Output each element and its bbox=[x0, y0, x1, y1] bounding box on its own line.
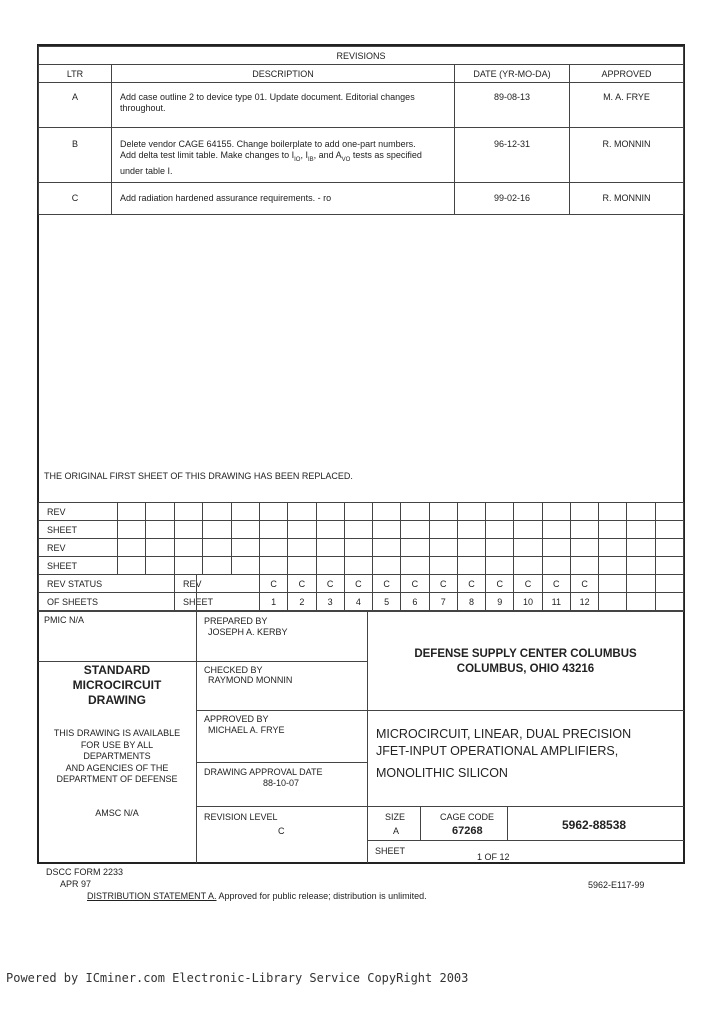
divider bbox=[196, 710, 684, 711]
grid-cell bbox=[627, 539, 655, 557]
divider bbox=[507, 806, 508, 840]
rev-cell: C bbox=[542, 575, 570, 593]
rev-cell: C bbox=[373, 575, 401, 593]
grid-cell bbox=[373, 503, 401, 521]
grid-cell bbox=[117, 557, 146, 575]
rev-cell: C bbox=[316, 575, 344, 593]
row-a-desc-line2: throughout. bbox=[120, 103, 166, 113]
prepared-by-label: PREPARED BY bbox=[204, 616, 268, 626]
sheet-number-cell: 10 bbox=[514, 593, 542, 611]
grid-cell bbox=[117, 521, 146, 539]
grid-cell bbox=[344, 521, 372, 539]
grid-cell bbox=[457, 557, 485, 575]
grid-row-label: SHEET bbox=[39, 557, 118, 575]
row-a-date: 89-08-13 bbox=[455, 83, 570, 128]
size-label: SIZE bbox=[385, 812, 406, 822]
approval-date-label: DRAWING APPROVAL DATE bbox=[204, 767, 323, 777]
grid-cell bbox=[174, 557, 202, 575]
row-b-desc-line3: under table I. bbox=[120, 165, 173, 176]
agency-name: DEFENSE SUPPLY CENTER COLUMBUS bbox=[414, 648, 637, 660]
sub-io: IO bbox=[294, 156, 301, 163]
grid-cell bbox=[599, 539, 627, 557]
grid-cell bbox=[599, 521, 627, 539]
footer-credit: Powered by ICminer.com Electronic-Library Service CopyRight 2003 bbox=[6, 971, 469, 985]
table-row bbox=[39, 183, 684, 215]
grid-cell bbox=[429, 539, 457, 557]
distribution-label: DISTRIBUTION STATEMENT A. bbox=[87, 891, 217, 901]
grid-cell bbox=[117, 539, 146, 557]
divider bbox=[420, 806, 421, 840]
sheet-number-cell: 5 bbox=[373, 593, 401, 611]
grid-cell bbox=[655, 503, 683, 521]
grid-cell bbox=[259, 521, 287, 539]
grid-row bbox=[39, 539, 684, 557]
sheet-number-cell: 2 bbox=[288, 593, 316, 611]
header-date: DATE (YR-MO-DA) bbox=[455, 65, 570, 83]
divider bbox=[196, 762, 367, 763]
grid-cell bbox=[203, 521, 231, 539]
rev-label: REV bbox=[174, 575, 259, 593]
grid-row bbox=[39, 557, 684, 575]
rev-status-label: REV STATUS bbox=[39, 575, 175, 593]
sheet-number-cell: 12 bbox=[570, 593, 598, 611]
grid-cell bbox=[146, 521, 175, 539]
amsc: AMSC N/A bbox=[95, 808, 139, 818]
sheet-number-cell: 9 bbox=[486, 593, 514, 611]
grid-cell bbox=[401, 521, 429, 539]
availability-line5: DEPARTMENT OF DEFENSE bbox=[56, 774, 178, 784]
grid-cell bbox=[203, 503, 231, 521]
standard-line2: MICROCIRCUIT bbox=[72, 678, 162, 692]
sub-ib: IB bbox=[307, 156, 314, 163]
title-line2: JFET-INPUT OPERATIONAL AMPLIFIERS, bbox=[376, 744, 619, 758]
grid-cell bbox=[203, 557, 231, 575]
availability-line4: AND AGENCIES OF THE bbox=[65, 762, 169, 773]
row-b-description bbox=[112, 128, 455, 183]
header-approved: APPROVED bbox=[570, 65, 684, 83]
grid-cell bbox=[316, 521, 344, 539]
grid-cell bbox=[599, 503, 627, 521]
grid-cell bbox=[599, 575, 627, 593]
cage-label: CAGE CODE bbox=[440, 812, 495, 822]
grid-cell bbox=[514, 539, 542, 557]
grid-cell bbox=[486, 521, 514, 539]
grid-cell bbox=[231, 521, 259, 539]
grid-cell bbox=[542, 539, 570, 557]
agency-address: COLUMBUS, OHIO 43216 bbox=[456, 663, 595, 675]
grid-cell bbox=[373, 557, 401, 575]
grid-cell bbox=[288, 539, 316, 557]
availability-line2: FOR USE BY ALL bbox=[80, 739, 154, 750]
row-c-description: Add radiation hardened assurance requirements. - ro bbox=[112, 183, 455, 215]
title-line3: MONOLITHIC SILICON bbox=[376, 766, 508, 780]
grid-cell bbox=[259, 557, 287, 575]
grid-row-label: SHEET bbox=[39, 521, 118, 539]
sheet-of: 1 OF 12 bbox=[477, 852, 510, 862]
rev-cell: C bbox=[288, 575, 316, 593]
document-code: 5962-E117-99 bbox=[588, 880, 645, 890]
drawing-title bbox=[376, 726, 631, 782]
grid-row-label: REV bbox=[39, 539, 118, 557]
revision-level: C bbox=[278, 826, 285, 836]
grid-cell bbox=[259, 539, 287, 557]
row-b-approved: R. MONNIN bbox=[570, 128, 684, 183]
grid-cell bbox=[316, 503, 344, 521]
title-line1: MICROCIRCUIT, LINEAR, DUAL PRECISION bbox=[376, 727, 632, 741]
grid-cell bbox=[655, 521, 683, 539]
grid-cell bbox=[570, 503, 598, 521]
grid-cell bbox=[429, 557, 457, 575]
grid-cell bbox=[288, 521, 316, 539]
divider bbox=[196, 661, 367, 662]
grid-cell bbox=[514, 557, 542, 575]
grid-cell bbox=[655, 593, 683, 611]
standard-microcircuit-drawing bbox=[38, 663, 196, 708]
grid-cell bbox=[259, 503, 287, 521]
grid-cell bbox=[627, 593, 655, 611]
table-row bbox=[39, 128, 684, 183]
row-b-date: 96-12-31 bbox=[455, 128, 570, 183]
grid-cell bbox=[514, 521, 542, 539]
row-b-desc-line2 bbox=[120, 150, 454, 166]
grid-cell bbox=[231, 539, 259, 557]
grid-cell bbox=[570, 539, 598, 557]
grid-cell bbox=[401, 539, 429, 557]
grid-cell bbox=[627, 521, 655, 539]
grid-cell bbox=[316, 557, 344, 575]
revision-status-grid bbox=[38, 502, 684, 611]
grid-cell bbox=[231, 557, 259, 575]
approved-by: MICHAEL A. FRYE bbox=[208, 725, 285, 735]
sub-vo: VO bbox=[341, 156, 351, 163]
grid-cell bbox=[627, 575, 655, 593]
grid-cell bbox=[570, 557, 598, 575]
rev-cell: C bbox=[344, 575, 372, 593]
grid-cell bbox=[117, 503, 146, 521]
rev-cell: C bbox=[486, 575, 514, 593]
grid-cell bbox=[570, 521, 598, 539]
form-number: DSCC FORM 2233 bbox=[46, 867, 124, 877]
row-c-approved: R. MONNIN bbox=[570, 183, 684, 215]
row-a-approved: M. A. FRYE bbox=[570, 83, 684, 128]
grid-row-label: REV bbox=[39, 503, 118, 521]
rev-cell: C bbox=[259, 575, 287, 593]
standard-line3: DRAWING bbox=[88, 693, 146, 707]
grid-cell bbox=[174, 521, 202, 539]
row-b-tail: tests as specified bbox=[350, 150, 422, 160]
grid-cell bbox=[231, 503, 259, 521]
grid-cell bbox=[373, 539, 401, 557]
divider bbox=[196, 806, 367, 807]
table-row bbox=[39, 83, 684, 128]
checked-by: RAYMOND MONNIN bbox=[208, 675, 293, 685]
grid-cell bbox=[627, 557, 655, 575]
divider bbox=[38, 611, 684, 612]
grid-cell bbox=[599, 593, 627, 611]
divider bbox=[196, 575, 197, 863]
grid-row bbox=[39, 503, 684, 521]
grid-cell bbox=[457, 503, 485, 521]
row-b-desc-line2-text: Add delta test limit table. Make changes to I bbox=[120, 150, 295, 160]
grid-cell bbox=[174, 503, 202, 521]
distribution-text: Approved for public release; distribution is unlimited. bbox=[216, 891, 427, 901]
grid-cell bbox=[655, 575, 683, 593]
rev-cell: C bbox=[429, 575, 457, 593]
size-value: A bbox=[393, 826, 400, 836]
sheet-number-cell: 6 bbox=[401, 593, 429, 611]
grid-cell bbox=[288, 557, 316, 575]
grid-cell bbox=[174, 539, 202, 557]
rev-cell: C bbox=[570, 575, 598, 593]
row-b-and: , and A bbox=[313, 150, 342, 160]
grid-cell bbox=[542, 557, 570, 575]
grid-cell bbox=[514, 503, 542, 521]
grid-cell bbox=[401, 557, 429, 575]
revisions-table bbox=[38, 46, 684, 215]
grid-cell bbox=[599, 557, 627, 575]
grid-cell bbox=[486, 539, 514, 557]
availability-note bbox=[38, 728, 196, 786]
rev-cell: C bbox=[401, 575, 429, 593]
availability-line3: DEPARTMENTS bbox=[83, 751, 151, 761]
sheet-label: SHEET bbox=[375, 846, 406, 856]
grid-cell bbox=[146, 539, 175, 557]
grid-cell bbox=[542, 521, 570, 539]
grid-cell bbox=[401, 503, 429, 521]
divider bbox=[367, 806, 684, 807]
revision-level-label: REVISION LEVEL bbox=[204, 812, 278, 822]
pmic: PMIC N/A bbox=[44, 615, 85, 625]
row-b-mid: , I bbox=[300, 150, 308, 160]
drawing-number: 5962-88538 bbox=[562, 818, 627, 832]
approval-date: 88-10-07 bbox=[263, 778, 300, 788]
row-a-desc-line1: Add case outline 2 to device type 01. Update document. Editorial changes bbox=[120, 92, 415, 102]
grid-cell bbox=[457, 539, 485, 557]
grid-cell bbox=[288, 503, 316, 521]
sheet-number-cell: 8 bbox=[457, 593, 485, 611]
grid-cell bbox=[542, 503, 570, 521]
divider bbox=[367, 840, 684, 841]
rev-cell: C bbox=[457, 575, 485, 593]
sheet-number-cell: 7 bbox=[429, 593, 457, 611]
grid-row bbox=[39, 575, 684, 593]
sheet-number-cell: 3 bbox=[316, 593, 344, 611]
grid-cell bbox=[203, 539, 231, 557]
grid-cell bbox=[146, 503, 175, 521]
grid-cell bbox=[344, 503, 372, 521]
checked-by-label: CHECKED BY bbox=[204, 665, 263, 675]
availability-line1: THIS DRAWING IS AVAILABLE bbox=[53, 728, 181, 738]
sheet-label: SHEET bbox=[174, 593, 259, 611]
sheet-number-cell: 1 bbox=[259, 593, 287, 611]
approved-by-label: APPROVED BY bbox=[204, 714, 269, 724]
grid-cell bbox=[486, 557, 514, 575]
prepared-by: JOSEPH A. KERBY bbox=[208, 627, 288, 637]
sheet-number-cell: 11 bbox=[542, 593, 570, 611]
grid-cell bbox=[655, 539, 683, 557]
grid-cell bbox=[655, 557, 683, 575]
row-c-ltr: C bbox=[39, 183, 112, 215]
grid-row bbox=[39, 593, 684, 611]
grid-row bbox=[39, 521, 684, 539]
of-sheets-label: OF SHEETS bbox=[39, 593, 175, 611]
distribution-statement bbox=[87, 891, 427, 901]
row-a-description bbox=[112, 83, 455, 128]
replaced-note: THE ORIGINAL FIRST SHEET OF THIS DRAWING HAS BEEN REPLACED. bbox=[44, 471, 353, 481]
header-ltr: LTR bbox=[39, 65, 112, 83]
row-b-ltr: B bbox=[39, 128, 112, 183]
header-description: DESCRIPTION bbox=[112, 65, 455, 83]
divider bbox=[38, 661, 196, 662]
revisions-title: REVISIONS bbox=[39, 47, 684, 65]
standard-line1: STANDARD bbox=[83, 663, 151, 677]
grid-cell bbox=[146, 557, 175, 575]
sheet-number-cell: 4 bbox=[344, 593, 372, 611]
cage-value: 67268 bbox=[452, 825, 483, 837]
grid-cell bbox=[344, 539, 372, 557]
row-b-desc-line1: Delete vendor CAGE 64155. Change boilerplate to add one-part numbers. bbox=[120, 139, 416, 149]
grid-cell bbox=[486, 503, 514, 521]
grid-cell bbox=[373, 521, 401, 539]
grid-cell bbox=[316, 539, 344, 557]
grid-cell bbox=[627, 503, 655, 521]
grid-cell bbox=[429, 521, 457, 539]
grid-cell bbox=[457, 521, 485, 539]
row-c-date: 99-02-16 bbox=[455, 183, 570, 215]
form-date: APR 97 bbox=[60, 879, 92, 889]
grid-cell bbox=[344, 557, 372, 575]
agency-block bbox=[367, 647, 684, 677]
grid-cell bbox=[429, 503, 457, 521]
row-a-ltr: A bbox=[39, 83, 112, 128]
rev-cell: C bbox=[514, 575, 542, 593]
